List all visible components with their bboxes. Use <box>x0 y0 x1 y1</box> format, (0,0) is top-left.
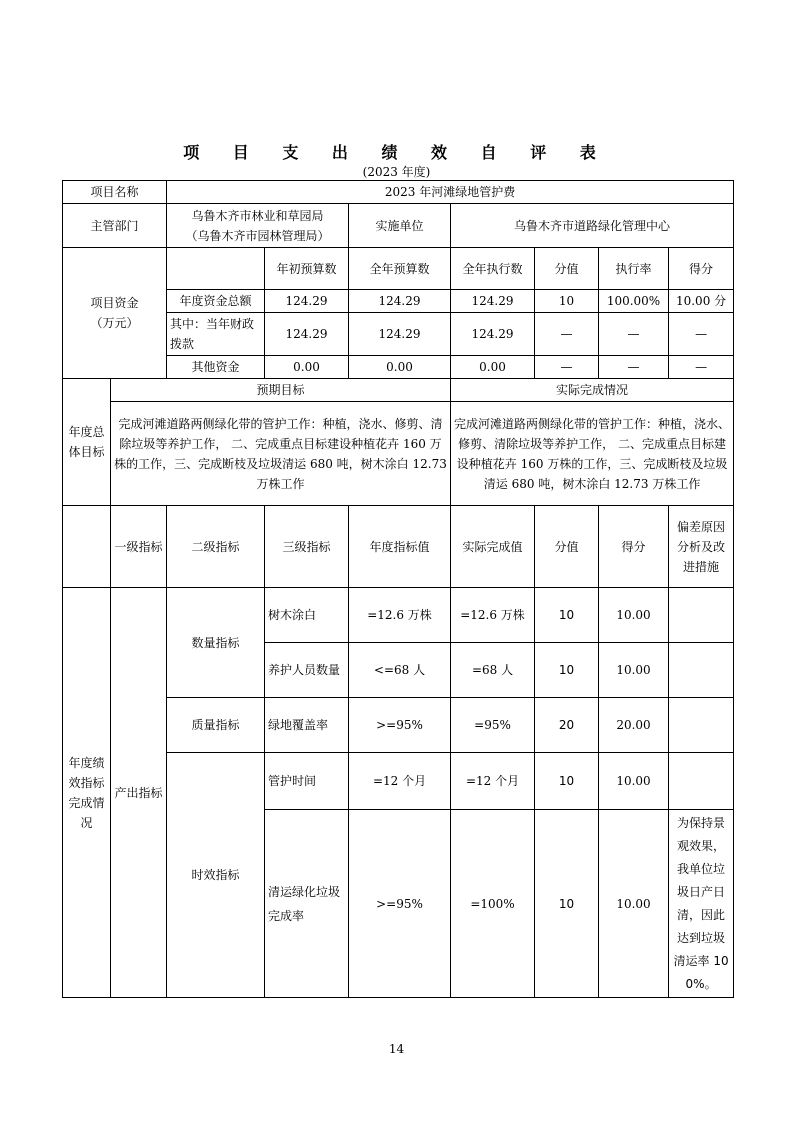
funds-label <box>63 248 167 379</box>
indicator-actual: =12 个月 <box>451 753 535 810</box>
level2-time: 时效指标 <box>167 753 265 998</box>
indicator-weight: 10 <box>535 643 599 698</box>
indicator-actual: =95% <box>451 698 535 753</box>
goals-header-row <box>63 379 734 402</box>
indicator-score: 10.00 <box>599 588 669 643</box>
indicator-target: <=68 人 <box>349 643 451 698</box>
dept-value <box>167 204 349 248</box>
funds-row-label: 其中：当年财政拨款 <box>167 313 265 356</box>
indicator-note <box>669 698 734 753</box>
indicator-target: =12 个月 <box>349 753 451 810</box>
indicator-weight: 10 <box>535 810 599 998</box>
indicator-target: >=95% <box>349 810 451 998</box>
project-name-value: 2023 年河滩绿地管护费 <box>167 181 734 204</box>
funds-header-initial: 年初预算数 <box>265 248 349 290</box>
header-weight: 分值 <box>535 506 599 588</box>
funds-cell: 124.29 <box>451 313 535 356</box>
indicator-weight: 10 <box>535 753 599 810</box>
indicator-score: 10.00 <box>599 810 669 998</box>
header-level3: 三级指标 <box>265 506 349 588</box>
funds-cell: — <box>535 356 599 379</box>
funds-header-executed: 全年执行数 <box>451 248 535 290</box>
indicator-header-blank <box>63 506 111 588</box>
level1-output: 产出指标 <box>111 588 167 998</box>
funds-cell: — <box>535 313 599 356</box>
dept-value-line-2: （乌鲁木齐市园林管理局） <box>185 228 330 243</box>
performance-table <box>62 180 734 998</box>
indicator-actual: =68 人 <box>451 643 535 698</box>
performance-section-label: 年度绩效指标完成情况 <box>63 588 111 998</box>
page-title: 项 目 支 出 绩 效 自 评 表 <box>183 143 610 162</box>
funds-header-row <box>63 248 734 290</box>
funds-cell: 10 <box>535 290 599 313</box>
funds-row-label: 年度资金总额 <box>167 290 265 313</box>
funds-cell: 0.00 <box>265 356 349 379</box>
indicator-target: >=95% <box>349 698 451 753</box>
project-name-label: 项目名称 <box>63 181 167 204</box>
indicator-name: 树木涂白 <box>265 588 349 643</box>
project-name-row <box>63 181 734 204</box>
indicator-actual: =100% <box>451 810 535 998</box>
funds-cell: — <box>669 313 734 356</box>
indicator-row <box>63 588 734 643</box>
actual-result-text: 完成河滩道路两侧绿化带的管护工作：种植，浇水、修剪、清除垃圾等养护工作， 二、完成重点目标建设种植花卉 160 万株的工作，三、完成断枝及垃圾清运 680 吨，树木涂白 12.73 万株工作 <box>451 402 734 506</box>
page-number: 14 <box>388 1042 405 1056</box>
indicator-note <box>669 753 734 810</box>
funds-header-rate: 执行率 <box>599 248 669 290</box>
indicator-weight: 20 <box>535 698 599 753</box>
goals-label: 年度总体目标 <box>63 379 111 506</box>
funds-header-blank <box>167 248 265 290</box>
indicator-note <box>669 588 734 643</box>
indicator-name: 养护人员数量 <box>265 643 349 698</box>
indicator-score: 20.00 <box>599 698 669 753</box>
indicator-score: 10.00 <box>599 643 669 698</box>
header-deviation: 偏差原因分析及改进措施 <box>669 506 734 588</box>
funds-cell: 100.00% <box>599 290 669 313</box>
funds-cell: 124.29 <box>451 290 535 313</box>
funds-header-weight: 分值 <box>535 248 599 290</box>
header-target: 年度指标值 <box>349 506 451 588</box>
indicator-header-row <box>63 506 734 588</box>
indicator-actual: =12.6 万株 <box>451 588 535 643</box>
funds-cell: 10.00 分 <box>669 290 734 313</box>
header-level2: 二级指标 <box>167 506 265 588</box>
funds-cell: — <box>599 313 669 356</box>
funds-cell: 124.29 <box>265 290 349 313</box>
funds-unit-text: （万元） <box>90 316 139 330</box>
indicator-note <box>669 643 734 698</box>
funds-row-label: 其他资金 <box>167 356 265 379</box>
level2-quantity: 数量指标 <box>167 588 265 698</box>
impl-label: 实施单位 <box>349 204 451 248</box>
dept-label: 主管部门 <box>63 204 167 248</box>
indicator-name: 绿地覆盖率 <box>265 698 349 753</box>
expected-goal-text: 完成河滩道路两侧绿化带的管护工作：种植，浇水、修剪、清除垃圾等养护工作， 二、完成重点目标建设种植花卉 160 万株的工作，三、完成断枝及垃圾清运 680 吨，树木涂白 12.73 万株工作 <box>111 402 451 506</box>
funds-header-score: 得分 <box>669 248 734 290</box>
report-year: (2023 年度) <box>362 165 431 179</box>
funds-cell: 0.00 <box>451 356 535 379</box>
actual-result-header: 实际完成情况 <box>451 379 734 402</box>
dept-value-line-1: 乌鲁木齐市林业和草园局 <box>191 208 324 223</box>
funds-cell: 124.29 <box>349 313 451 356</box>
indicator-name: 管护时间 <box>265 753 349 810</box>
indicator-name: 清运绿化垃圾完成率 <box>265 810 349 998</box>
expected-goal-header: 预期目标 <box>111 379 451 402</box>
funds-cell: — <box>669 356 734 379</box>
header-level1: 一级指标 <box>111 506 167 588</box>
funds-header-annual: 全年预算数 <box>349 248 451 290</box>
indicator-target: =12.6 万株 <box>349 588 451 643</box>
indicator-score: 10.00 <box>599 753 669 810</box>
funds-label-text: 项目资金 <box>90 296 139 310</box>
goals-content-row <box>63 402 734 506</box>
indicator-weight: 10 <box>535 588 599 643</box>
header-score: 得分 <box>599 506 669 588</box>
funds-cell: — <box>599 356 669 379</box>
impl-value: 乌鲁木齐市道路绿化管理中心 <box>451 204 734 248</box>
header-actual: 实际完成值 <box>451 506 535 588</box>
department-row <box>63 204 734 248</box>
funds-cell: 124.29 <box>349 290 451 313</box>
funds-cell: 124.29 <box>265 313 349 356</box>
funds-cell: 0.00 <box>349 356 451 379</box>
indicator-note: 为保持景观效果，我单位垃圾日产日清，因此达到垃圾清运率 100%。 <box>669 810 734 998</box>
level2-quality: 质量指标 <box>167 698 265 753</box>
